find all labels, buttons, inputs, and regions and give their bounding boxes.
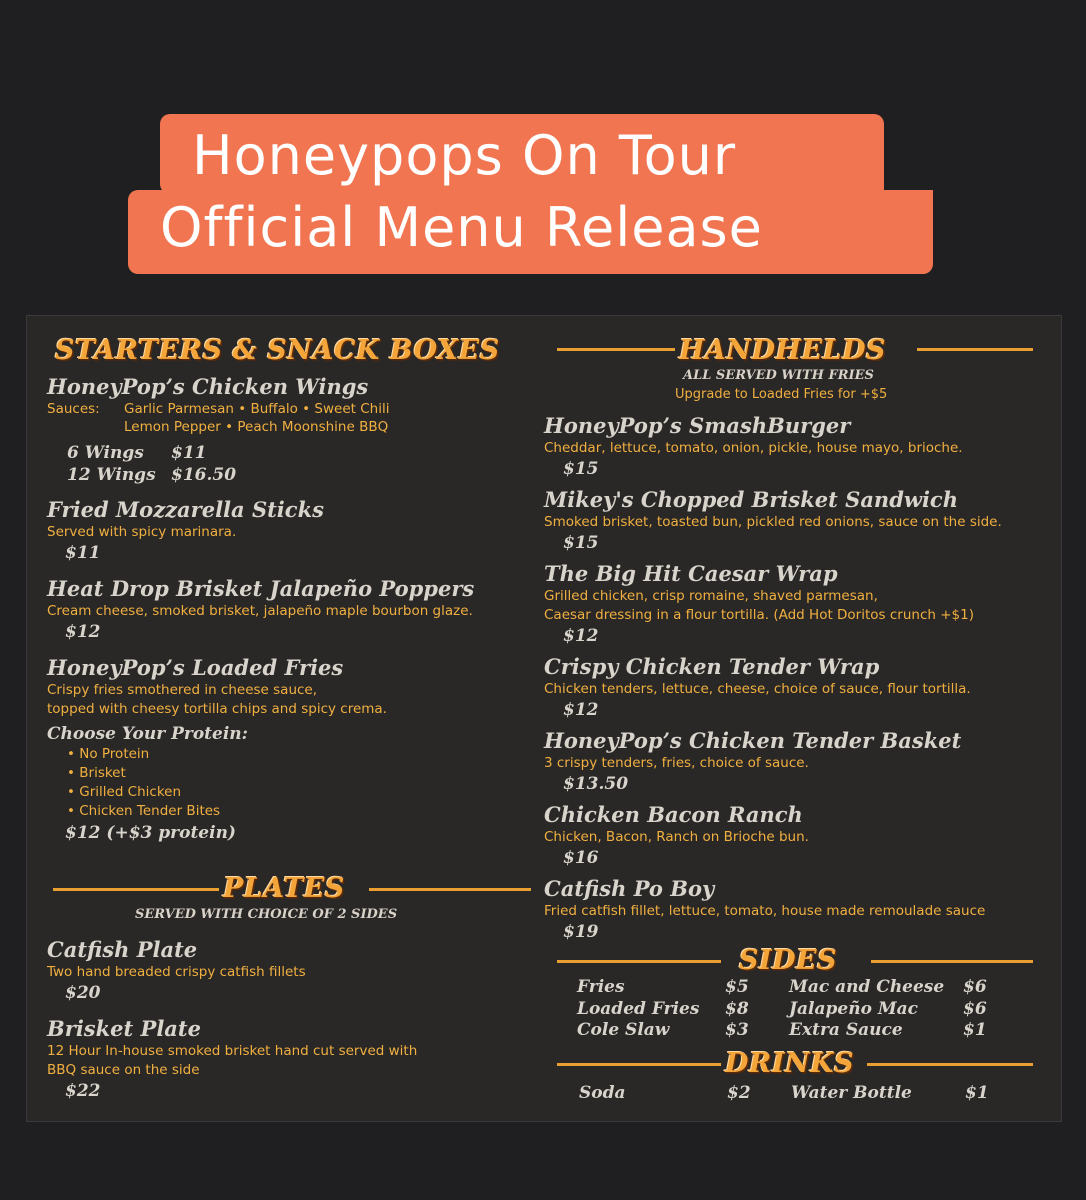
handhelds-rule-left — [557, 348, 675, 351]
handhelds-title: HANDHELDS — [679, 335, 887, 366]
menu-board — [26, 315, 1062, 1122]
side-price: $5 — [725, 977, 749, 997]
plates-title: PLATES — [223, 873, 345, 904]
handheld-desc: Smoked brisket, toasted bun, pickled red onions, sauce on the side. — [544, 514, 1002, 530]
side-name: Loaded Fries — [577, 999, 700, 1019]
title-banner-line-1 — [160, 114, 884, 194]
handheld-name: HoneyPop’s Chicken Tender Basket — [544, 728, 962, 753]
mozz-desc: Served with spicy marinara. — [47, 524, 237, 540]
handhelds-upgrade: Upgrade to Loaded Fries for +$5 — [675, 387, 888, 402]
wings-option-2-qty: 12 Wings — [67, 465, 156, 485]
side-name: Mac and Cheese — [789, 977, 945, 997]
title-banner-line-2 — [128, 190, 933, 274]
plates-note: SERVED WITH CHOICE OF 2 SIDES — [135, 907, 398, 922]
drink-price: $1 — [965, 1083, 989, 1103]
side-price: $6 — [963, 977, 987, 997]
catfish-plate-desc: Two hand breaded crispy catfish fillets — [47, 964, 306, 980]
handhelds-rule-right — [917, 348, 1033, 351]
handheld-desc: Chicken tenders, lettuce, cheese, choice of sauce, flour tortilla. — [544, 681, 971, 697]
handheld-desc: Chicken, Bacon, Ranch on Brioche bun. — [544, 829, 809, 845]
brisket-plate-desc-1: 12 Hour In-house smoked brisket hand cut served with — [47, 1043, 418, 1059]
drink-name: Soda — [579, 1083, 626, 1103]
handheld-price: $13.50 — [563, 774, 629, 794]
handheld-desc: Fried catfish fillet, lettuce, tomato, house made remoulade sauce — [544, 903, 986, 919]
wings-option-1-qty: 6 Wings — [67, 443, 144, 463]
handheld-price: $15 — [563, 459, 599, 479]
catfish-plate-name: Catfish Plate — [47, 937, 198, 962]
protein-label: Choose Your Protein: — [47, 724, 248, 744]
drinks-title: DRINKS — [725, 1048, 855, 1079]
handheld-price: $15 — [563, 533, 599, 553]
brisket-plate-name: Brisket Plate — [47, 1016, 201, 1041]
mozz-price: $11 — [65, 543, 101, 563]
sides-rule-right — [871, 960, 1033, 963]
sides-title: SIDES — [739, 945, 838, 976]
catfish-plate-price: $20 — [65, 983, 101, 1003]
handheld-name: Catfish Po Boy — [544, 876, 715, 901]
handheld-desc: Grilled chicken, crisp romaine, shaved parmesan, — [544, 588, 878, 604]
poppers-name: Heat Drop Brisket Jalapeño Poppers — [47, 576, 475, 601]
protein-option: • No Protein — [67, 746, 150, 762]
loaded-fries-price: $12 (+$3 protein) — [65, 823, 236, 843]
wings-name: HoneyPop’s Chicken Wings — [47, 374, 369, 399]
side-name: Cole Slaw — [577, 1020, 670, 1040]
banner-title-line-1: Honeypops On Tour — [192, 124, 737, 187]
protein-option: • Chicken Tender Bites — [67, 803, 221, 819]
side-name: Jalapeño Mac — [789, 999, 919, 1019]
protein-option: • Brisket — [67, 765, 126, 781]
wings-option-1-price: $11 — [171, 443, 207, 463]
protein-option: • Grilled Chicken — [67, 784, 182, 800]
handheld-name: Crispy Chicken Tender Wrap — [544, 654, 880, 679]
side-name: Fries — [577, 977, 625, 997]
handheld-price: $12 — [563, 626, 599, 646]
sides-rule-left — [557, 960, 721, 963]
handhelds-note: ALL SERVED WITH FRIES — [683, 368, 874, 383]
wings-sauces-line-1: Garlic Parmesan • Buffalo • Sweet Chili — [124, 401, 390, 417]
handheld-desc: 3 crispy tenders, fries, choice of sauce. — [544, 755, 809, 771]
handheld-name: The Big Hit Caesar Wrap — [544, 561, 838, 586]
wings-option-2-price: $16.50 — [171, 465, 237, 485]
side-name: Extra Sauce — [789, 1020, 903, 1040]
handheld-price: $16 — [563, 848, 599, 868]
plates-rule-right — [369, 888, 531, 891]
starters-title: STARTERS & SNACK BOXES — [55, 335, 500, 366]
poppers-price: $12 — [65, 622, 101, 642]
side-price: $1 — [963, 1020, 987, 1040]
loaded-fries-desc-2: topped with cheesy tortilla chips and spicy crema. — [47, 701, 387, 717]
drinks-rule-right — [867, 1063, 1033, 1066]
handheld-price: $12 — [563, 700, 599, 720]
poppers-desc: Cream cheese, smoked brisket, jalapeño maple bourbon glaze. — [47, 603, 473, 619]
banner-title-line-2: Official Menu Release — [160, 196, 763, 259]
loaded-fries-desc-1: Crispy fries smothered in cheese sauce, — [47, 682, 318, 698]
handheld-price: $19 — [563, 922, 599, 942]
brisket-plate-price: $22 — [65, 1081, 101, 1101]
handheld-name: HoneyPop’s SmashBurger — [544, 413, 851, 438]
handheld-name: Mikey's Chopped Brisket Sandwich — [544, 487, 958, 512]
side-price: $6 — [963, 999, 987, 1019]
wings-sauces-label: Sauces: — [47, 401, 100, 417]
drink-price: $2 — [727, 1083, 751, 1103]
handheld-desc-2: Caesar dressing in a flour tortilla. (Add Hot Doritos crunch +$1) — [544, 607, 974, 623]
handheld-desc: Cheddar, lettuce, tomato, onion, pickle, house mayo, brioche. — [544, 440, 963, 456]
wings-sauces-line-2: Lemon Pepper • Peach Moonshine BBQ — [124, 419, 389, 435]
drink-name: Water Bottle — [791, 1083, 912, 1103]
brisket-plate-desc-2: BBQ sauce on the side — [47, 1062, 200, 1078]
side-price: $3 — [725, 1020, 749, 1040]
handheld-name: Chicken Bacon Ranch — [544, 802, 803, 827]
drinks-rule-left — [557, 1063, 721, 1066]
mozz-name: Fried Mozzarella Sticks — [47, 497, 324, 522]
loaded-fries-name: HoneyPop’s Loaded Fries — [47, 655, 344, 680]
side-price: $8 — [725, 999, 749, 1019]
plates-rule-left — [53, 888, 219, 891]
